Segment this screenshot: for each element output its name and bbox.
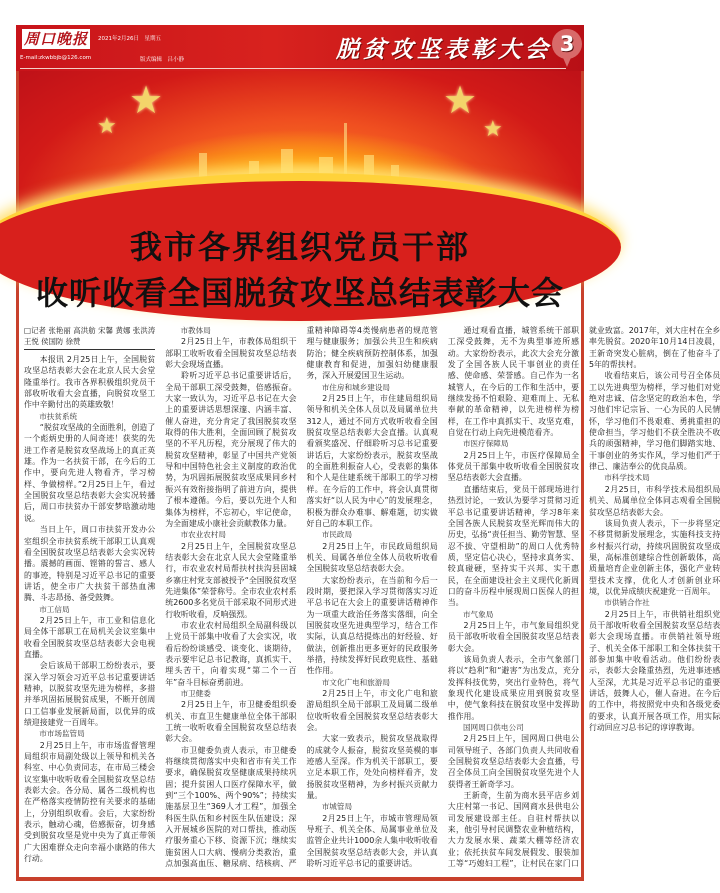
article-paragraph: 市卫健委负责人表示，市卫健委将继续贯彻落实中央和省市有关工作要求，确保脱贫攻坚健康成果持续巩固；提升贫困人口医疗保障水平，做到“三个100%、两个90%”；持续实施基层卫生“369人才工程”，加强全科医生队伍和乡村医生队伍建设；深入开展城乡医院的对口帮扶，推动医疗服务重心下移、资源下沉；继续实施贫困人口大病、慢病分类救治，重点加强高血压、糖尿病、结核病、严重精神障碍等4类慢病患者的规范管理与健康服务；加强公共卫生和疾病防治；健全疾病预防控制体系，加强健康教育和促进，加强妇幼健康服务，深入开展爱国卫生运动。 (165, 326, 438, 869)
article-paragraph: 2月25日上午，全国脱贫攻坚总结表彰大会在北京人民大会堂隆重举行，市农业农村局帮扶村扶沟县固城乡寨庄村党支部被授予“全国脱贫攻坚先进集体”荣誉称号。全市农业农村系统2600多名党员干部采取不同形式进行收听收看，反响强烈。 (165, 541, 297, 619)
section-title: 脱贫攻坚表彰大会 (336, 36, 552, 63)
article-paragraph: 2月25日上午，市住建局组织局领导和机关全体人员以及局属单位共312人，通过不同方式收听收看全国脱贫攻坚总结表彰大会直播。认真观看颁奖盛况、仔细聆听习总书记重要讲话后，大家纷纷表示，脱贫攻坚战的全面胜利振奋人心，受表彰的集体和个人是住建系统干部职工的学习榜样。在今后的工作中，将会认真贯彻落实好“以人民为中心”的发展理念，积极为群众办难事、解难题，切实做好自己的本职工作。 (306, 394, 438, 528)
article-paragraph: 王新奇，生前为商水县平店乡刘大庄村第一书记、国网商水县供电公司发展建设部主任。自驻村帮扶以来，他引导村民调整农业种植结构，大力发展水果、蔬菜大棚等经济农业；依托扶贫车间发展假发、服装加工等“巧媳妇工程”，让村民在家门口就业致富。2017年，刘大庄村在全乡率先脱贫。2020年10月14日凌晨，王新奇突发心脏病，倒在了他奋斗了5年的帮扶村。 (447, 326, 720, 869)
article-paragraph: 2月25日上午，国网周口供电公司领导班子、各部门负责人共同收看全国脱贫攻坚总结表彰大会直播，号召全体员工向全国脱贫攻坚先进个人获得者王新奇学习。 (447, 734, 579, 789)
section-heading: 市医疗保障局 (462, 439, 509, 449)
header-banner-image (19, 71, 581, 211)
section-heading: 市工信局 (39, 604, 70, 614)
headline-line-1: 我市各界组织党员干部 (129, 228, 470, 266)
editor-credit: 版式编辑 吕小静 (140, 57, 185, 63)
section-heading: 市扶贫系统 (39, 411, 78, 421)
article-paragraph: 当日上午，周口市扶贫开发办公室组织全市扶贫系统干部职工认真观看全国脱贫攻坚总结表彰大会实况转播。震撼的画面、铿锵的誓言、感人的事迹，特别是习近平总书记的重要讲话，使全市广大扶贫干部热血沸腾、斗志昂扬、备受鼓舞。 (24, 525, 156, 603)
article-paragraph: 直播结束后，党员干部现场进行热烈讨论，一致认为要学习贯彻习近平总书记重要讲话精神，学习8年来全国各族人民脱贫攻坚光辉而伟大的历史，弘扬“责任担当、勤劳智慧、坚忍不拔、守望相助”的周口人优秀特质，坚定信心决心，坚持求真务实、较真碰硬，坚持实干兴邦、实干惠民，在全面建设社会主义现代化新周口的奋斗历程中展现周口医保人的担当。 (447, 484, 579, 608)
article-paragraph: 2月25日上午，市工业和信息化局全体干部职工在局机关会议室集中收看全国脱贫攻坚总结表彰大会电视直播。 (24, 615, 156, 659)
article-paragraph: 2月25日上午，市供销社组织党员干部收听收看全国脱贫攻坚总结表彰大会现场直播。市供销社领导班子、机关全体干部职工和全体扶贫干部参加集中收看活动。他们纷纷表示，表彰大会隆重热烈，先进事迹感人至深，尤其是习近平总书记的重要讲话，鼓舞人心，催人奋进。在今后的工作中，将按照党中央和各级党委的要求，认真开展各项工作，用实际行动回应习总书记的谆谆教诲。 (589, 609, 720, 733)
byline: □记者 张艳丽 高洪舫 宋馨 黄娜 张洪涛 王悦 侯国防 徐赞 (24, 325, 155, 350)
section-heading: 市教体局 (180, 326, 211, 335)
section-heading: 市市场监管局 (39, 729, 85, 739)
section-heading: 市城管局 (321, 802, 353, 812)
masthead-rule (20, 68, 566, 69)
article-paragraph: 2月25日，市科学技术局组织局机关、局属单位全体同志观看全国脱贫攻坚总结表彰大会。 (589, 484, 720, 517)
article-paragraph: 会后该局干部职工纷纷表示，要深入学习领会习近平总书记重要讲话精神，以脱贫攻坚先进为榜样，多措并举巩固拓展脱贫成果，不断开创周口工信事业发展新局面，以优异的成绩迎接建党一百周年。 (24, 661, 156, 727)
newspaper-logo: 周口晚报 (23, 30, 88, 48)
star-icon: ★ (129, 78, 164, 122)
section-heading: 市民政局 (321, 530, 353, 540)
article-paragraph: 聆听习近平总书记重要讲话后，全局干部职工深受鼓舞，倍感振奋。大家一致认为，习近平总书记在大会上的重要讲话思想深邃、内涵丰富、催人奋进，充分肯定了我国脱贫攻坚取得的伟大胜利，全面回顾了脱贫攻坚的不平凡历程，充分展现了伟大的脱贫攻坚精神，彰显了中国共产党领导和中国特色社会主义制度的政治优势，为巩固拓展脱贫攻坚成果同乡村振兴有效衔接指明了前进方向，提供了根本遵循。今后，要以先进个人和集体为榜样，不忘初心，牢记使命，为全面建成小康社会贡献教体力量。 (165, 371, 297, 528)
section-heading: 市气象局 (462, 609, 494, 619)
article-body (24, 325, 720, 870)
article-paragraph: 2月25日上午，市气象局组织党员干部收听收看全国脱贫攻坚总结表彰大会。 (447, 620, 579, 653)
masthead (16, 25, 584, 71)
issue-date: 2021年2月26日 星期五 (98, 36, 161, 42)
page-number: 3 (559, 32, 575, 56)
article-paragraph: 2月25日上午，市卫健委组织委机关、市直卫生健康单位全体干部职工统一收听收看全国脱贫攻坚总结表彰大会。 (165, 700, 297, 744)
article-paragraph: 该局负责人表示，下一步将坚定不移贯彻新发展理念，实施科技支持乡村振兴行动，持续巩固脱贫攻坚成果，高标准创建综合性创新载体，高质量培育企业创新主体，强化产业转型技术支撑，优化人才创新创业环境，以优异成绩庆祝建党一百周年。 (589, 518, 720, 596)
article-paragraph: 2月25日上午，市文化广电和旅游局组织全局干部职工及局属二级单位收听收看全国脱贫攻坚总结表彰大会。 (306, 689, 438, 733)
section-heading: 市科学技术局 (604, 473, 650, 483)
article-paragraph: 通过观看直播，城管系统干部职工深受鼓舞，无不为典型事迹所感动。大家纷纷表示，此次大会充分激发了全国各族人民干事创业的责任感、使命感、荣誉感。自己作为一名城管人，在今后的工作和生活中，要继续发扬不怕艰险、迎难而上、无私奉献的革命精神，以先进榜样为榜样，在工作中真抓实干、攻坚克难，自觉在行动上向先进模范看齐。 (447, 326, 579, 438)
article-paragraph: 本报讯 2月25日上午，全国脱贫攻坚总结表彰大会在北京人民大会堂隆重举行。我市各界积极组织党员干部收听收看大会直播，向脱贫攻坚工作中辛勤付出的英雄致敬！ (24, 355, 156, 410)
section-heading: 市农业农村局 (180, 530, 226, 540)
star-icon: ★ (97, 114, 117, 139)
section-heading: 市住房和城乡建设局 (321, 382, 391, 392)
star-icon: ★ (443, 78, 478, 122)
article-paragraph: 2月25日上午，市医疗保障局全体党员干部集中收听收看全国脱贫攻坚总结表彰大会直播。 (447, 450, 579, 483)
article-paragraph: 大家纷纷表示，在当前和今后一段时期，要把深入学习贯彻落实习近平总书记在大会上的重要讲话精神作为一项重大政治任务落实落细，向全国脱贫攻坚先进典型学习，结合工作实际，认真总结提炼出的好经验、好做法，创新推出更多更好的民政服务举措，持续发挥好民政兜底性、基础性作用。 (306, 575, 438, 676)
article-paragraph: “脱贫攻坚战的全面胜利，创造了一个彪炳史册的人间奇迹！获奖的先进工作者是脱贫攻坚战场上的真正英雄。作为一名扶贫干部，在今后的工作中，要向先进人物看齐，学习榜样、争做榜样。”2月25日上午，看过全国脱贫攻坚总结表彰大会实况转播后，周口市扶贫办干部安梦晗激动地说。 (24, 423, 156, 523)
section-heading: 市供销合作社 (604, 598, 650, 608)
contact-email: E-mail:zkwbbjb@126.com (20, 55, 92, 61)
headline-line-2: 收听收看全国脱贫攻坚总结表彰大会 (35, 274, 564, 312)
article-paragraph: 2月25日上午，市市场监督管理局组织市局副处级以上领导和机关各科室、中心负责同志，在市局三楼会议室集中收听收看全国脱贫攻坚总结表彰大会。各分局、属各二级机构也在严格落实疫情防控有关要求的基础上，分别组织收看。会后，大家纷纷表示，触动心魂，倍感振奋，切身感受到脱贫攻坚是党中央为了真正带领广大困难群众走向幸福小康路的伟大行动。 (24, 740, 156, 864)
article-paragraph: 2月25日上午，市城市管理局领导班子、机关全体、局属事业单位及监管企业共计1000余人集中收听收看全国脱贫攻坚总结表彰大会，并认真聆听习近平总书记的重要讲话。 (306, 813, 438, 869)
article-paragraph: 2月25日上午，市教体局组织干部职工收听收看全国脱贫攻坚总结表彰大会现场直播。 (165, 337, 297, 370)
section-heading: 市文化广电和旅游局 (321, 677, 391, 687)
article-paragraph: 大家一致表示，脱贫攻坚战取得的成就令人振奋，脱贫攻坚英模的事迹感人至深。作为机关干部职工，要立足本职工作，处处向榜样看齐，发扬脱贫攻坚精神，为乡村振兴贡献力量。 (306, 734, 438, 801)
star-icon: ★ (483, 117, 503, 142)
section-heading: 市卫健委 (180, 689, 211, 698)
article-paragraph: 市农业农村局组织全局副科级以上党员干部集中收看了大会实况，收看后纷纷谈感受、谈变化、谈期待，表示要牢记总书记教诲，真抓实干、埋头苦干，向着实现“第二个一百年”奋斗目标奋勇前进。 (165, 620, 297, 687)
article-paragraph: 该局负责人表示，全市气象部门将以“趋利”和“避害”为出发点，充分发挥科技优势，突出行业特色，将气象现代化建设成果应用到脱贫攻坚中，使气象科技在脱贫攻坚中发挥助推作用。 (447, 654, 579, 721)
article-paragraph: 2月25日上午，市民政局组织局机关、局属各单位全体人员收听收看全国脱贫攻坚总结表彰大会。 (306, 541, 438, 574)
section-heading: 国网周口供电公司 (462, 723, 524, 733)
article-paragraph: 收看结束后，该公司号召全体员工以先进典型为榜样，学习他们对党绝对忠诚、信念坚定的政治本色，学习他们牢记宗旨、一心为民的人民情怀，学习他们不畏艰难、勇挑重担的使命担当，学习他们不获全胜决不收兵的顽强精神，学习他们脚踏实地、干事创业的务实作风，学习他们严于律己、廉洁奉公的优良品质。 (589, 371, 720, 472)
